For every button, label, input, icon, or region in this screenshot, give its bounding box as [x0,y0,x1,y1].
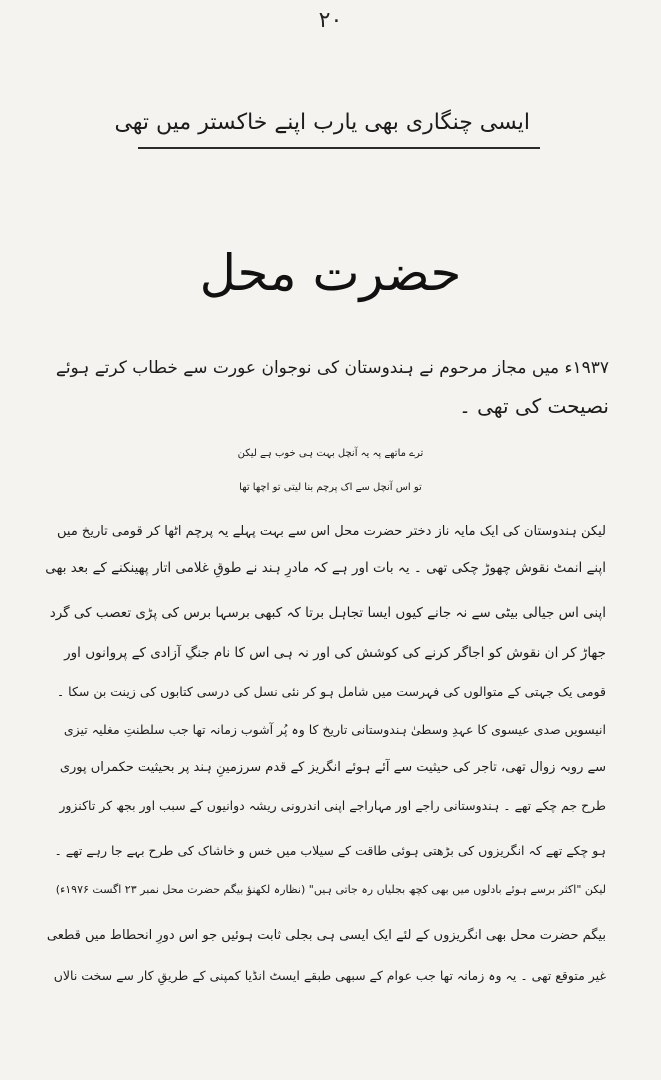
page-number: ۲۰ [318,8,343,33]
intro-line: ۱۹۳۷ء میں مجاز مرحوم نے ہندوستان کی نوجوان عورت سے خطاب کرتے ہوئے [55,358,609,378]
body-line: قومی یک جہتی کے متوالوں کی فہرست میں شامل ہو کر نئی نسل کی درسی کتابوں کی زینت بن سکا ۔ [56,684,606,699]
body-line: بیگم حضرت محل بھی انگریزوں کے لئے ایک ایسی ہی بجلی ثابت ہوئیں جو اس دورِ انحطاط میں قطعی [46,928,606,943]
epigraph: ایسی چنگاری بھی یارب اپنے خاکستر میں تھی [114,110,530,135]
verse-line: ترے ماتھے پہ یہ آنچل بہت ہی خوب ہے لیکن [237,448,424,459]
body-line: اپنے انمٹ نقوش چھوڑ چکی تھی ۔ یہ بات اور ہے کہ مادرِ ہند نے طوقِ غلامی اتار پھینکنے کے بعد بھی [45,560,606,576]
epigraph-underline [138,147,540,149]
body-line: طرح جم چکے تھے ۔ ہندوستانی راجے اور مہاراجے اپنی اندرونی ریشہ دوانیوں کے سبب اور بجھ کر تاکنزور [59,798,606,813]
body-line: انیسویں صدی عیسوی کا عہدِ وسطیٰ ہندوستانی تاریخ کا وہ پُر آشوب زمانہ تھا جب سلطنتِ مغلیہ تیزی [63,722,606,737]
body-line: اپنی اس جیالی بیٹی سے نہ جانے کیوں ایسا تجاہل برتا کہ کبھی برسہا برس کی پڑی تعصب کی گرد [49,605,606,621]
body-line: سے روبہ زوال تھی، تاجر کی حیثیت سے آئے ہوئے انگریز کے قدم سرزمینِ ہند پر بحیثیت حکمراں پوری [59,760,606,775]
body-line: لیکن ہندوستان کی ایک مایہ ناز دختر حضرت محل اس سے بہت پہلے یہ پرچم اٹھا کر قومی تاریخ میں [57,524,606,539]
chapter-title: حضرت محل [199,244,462,302]
body-line: غیر متوقع تھی ۔ یہ وہ زمانہ تھا جب عوام کے سبھی طبقے ایسٹ انڈیا کمپنی کے طریقِ کار سے سخت نالاں [53,968,606,983]
body-line: لیکن "اکثر برسے ہوئے بادلوں میں بھی کچھ بجلیاں رہ جاتی ہیں" (نظارہ لکھنؤ بیگم حضرت محل نمبر ۲۳ اگست ۱۹۷۶ء) [55,883,606,896]
verse-line: تو اس آنچل سے اک پرچم بنا لیتی تو اچھا تھا [239,482,422,493]
intro-line: نصیحت کی تھی ۔ [459,394,609,418]
body-line: ہو چکے تھے کہ انگریزوں کی بڑھتی ہوئی طاقت کے سیلاب میں خس و خاشاک کی طرح بہے جا رہے تھے ۔ [54,843,606,858]
body-line: جھاڑ کر ان نقوش کو اجاگر کرنے کی کوشش کی اور نہ ہی اس کا نام جنگِ آزادی کے پروانوں اور [64,645,606,661]
